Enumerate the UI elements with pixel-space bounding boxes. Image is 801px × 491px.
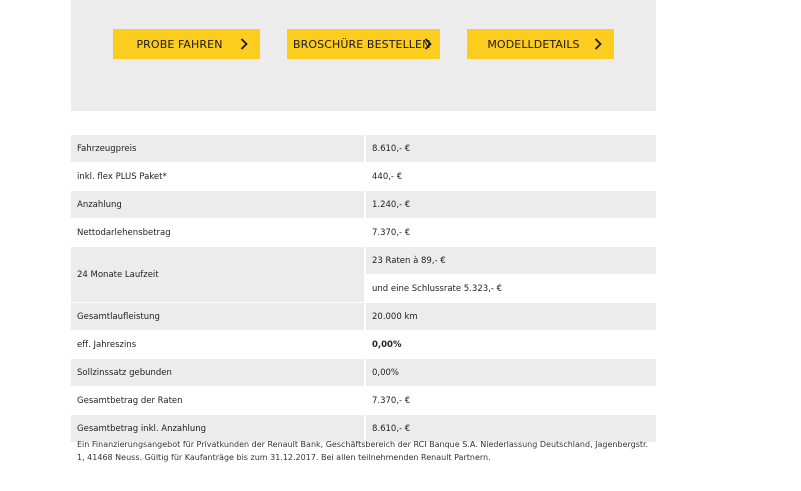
model-details-button[interactable] [467,29,614,59]
table-row [71,191,656,219]
row-label: inkl. flex PLUS Paket* [71,163,365,191]
row-label: Gesamtbetrag inkl. Anzahlung [71,415,365,443]
row-label: Nettodarlehensbetrag [71,219,365,247]
row-value: 0,00% [365,359,656,387]
legal-footnote: Ein Finanzierungsangebot für Privatkunden der Renault Bank, Geschäftsbereich der RCI Banque S.A. Niederlassung Deutschland, Jagenbergstr. 1, 41468 Neuss. Gültig für Kaufanträge bis zum 31.12.2017. Bei allen teilnehmenden Renault Partnern. [77,440,649,462]
row-label: Fahrzeugpreis [71,135,365,163]
chevron-right-icon [424,38,432,50]
table-row [71,359,656,387]
row-value: 1.240,- € [365,191,656,219]
row-value: 8.610,- € [365,135,656,163]
table-row [71,247,656,275]
financing-table [71,135,656,443]
table-row [71,135,656,163]
row-value: 0,00% [365,331,656,359]
chevron-right-icon [592,38,604,50]
test-drive-button[interactable] [113,29,260,59]
row-label: Gesamtlaufleistung [71,303,365,331]
row-label: eff. Jahreszins [71,331,365,359]
row-label: Gesamtbetrag der Raten [71,387,365,415]
order-brochure-button[interactable] [287,29,440,59]
row-value-secondary: und eine Schlussrate 5.323,- € [365,275,656,303]
row-label: Anzahlung [71,191,365,219]
row-value: 23 Raten à 89,- € [365,247,656,275]
table-row [71,163,656,191]
row-label: 24 Monate Laufzeit [71,247,365,303]
row-label: Sollzinssatz gebunden [71,359,365,387]
table-row [71,387,656,415]
row-value: 20.000 km [365,303,656,331]
row-value: 8.610,- € [365,415,656,443]
row-value: 7.370,- € [365,387,656,415]
table-row [71,303,656,331]
model-details-button-label: MODELLDETAILS [487,37,580,51]
table-row [71,219,656,247]
row-value: 7.370,- € [365,219,656,247]
row-value: 440,- € [365,163,656,191]
test-drive-button-label: PROBE FAHREN [136,37,223,51]
table-row [71,331,656,359]
chevron-right-icon [238,38,250,50]
order-brochure-button-label: BROSCHÜRE BESTELLEN [293,37,431,51]
